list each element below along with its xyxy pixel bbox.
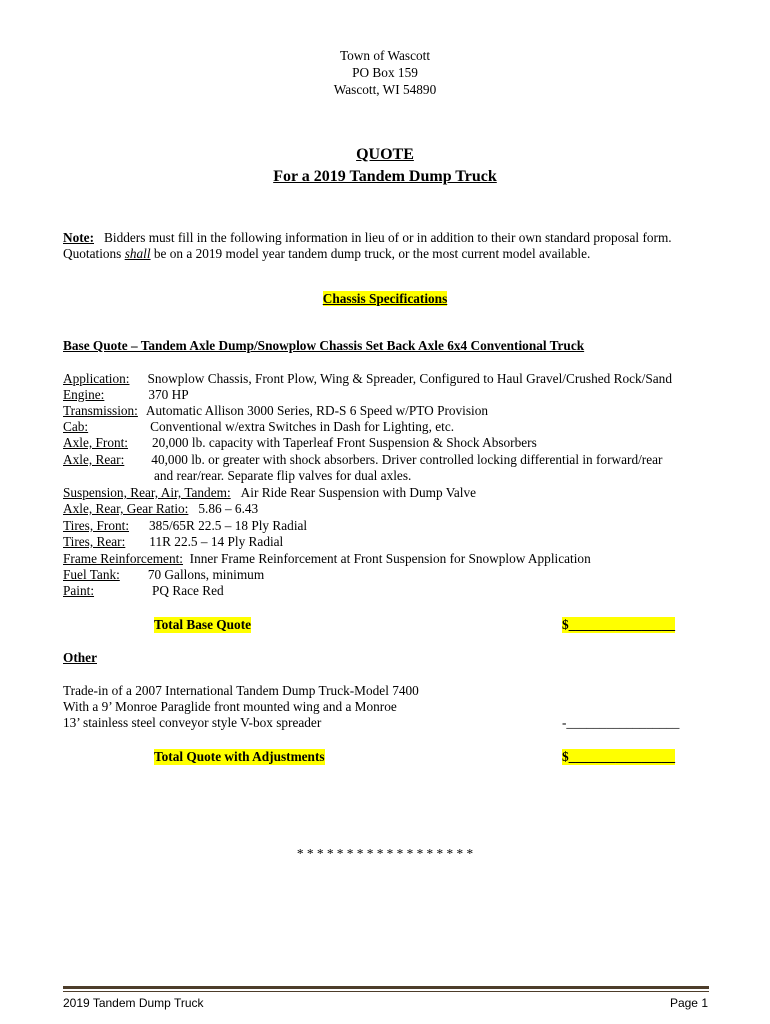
spec-value: 40,000 lb. or greater with shock absorbers. Driver controlled locking differential in forward/rear (151, 452, 663, 467)
tradein-blank[interactable]: -_________________ (562, 715, 680, 730)
spec-value: 11R 22.5 – 14 Ply Radial (149, 534, 284, 549)
spec-tires-rear (63, 534, 283, 550)
spec-value: 20,000 lb. capacity with Taperleaf Front Suspension & Shock Absorbers (152, 435, 537, 450)
spec-label: Tires, Front: (63, 518, 130, 533)
spec-label: Tires, Rear: (63, 534, 126, 549)
note-text-2b: be on a 2019 model year tandem dump truck, or the most current model available. (150, 246, 591, 261)
spec-value: 5.86 – 6.43 (198, 501, 259, 516)
spec-value: Conventional w/extra Switches in Dash for Lighting, etc. (150, 419, 455, 434)
spec-label: Engine: (63, 387, 105, 402)
tradein-line-1: Trade-in of a 2007 International Tandem Dump Truck-Model 7400 (63, 683, 419, 698)
other-heading: Other (63, 650, 97, 665)
quote-subtitle: For a 2019 Tandem Dump Truck (273, 168, 497, 185)
spec-label: Paint: (63, 583, 95, 598)
chassis-heading (0, 291, 770, 307)
spec-value: 385/65R 22.5 – 18 Ply Radial (149, 518, 308, 533)
note-text-2a: Quotations (63, 246, 125, 261)
quote-title: QUOTE (356, 146, 414, 163)
spec-label: Suspension, Rear, Air, Tandem: (63, 485, 231, 500)
footer-rule-thick (63, 986, 709, 989)
spec-paint (63, 583, 224, 599)
po-box: PO Box 159 (352, 65, 418, 80)
spec-value: and rear/rear. Separate flip valves for dual axles. (154, 468, 412, 483)
note-emphasis: shall (124, 246, 151, 261)
base-quote-heading: Base Quote – Tandem Axle Dump/Snowplow Chassis Set Back Axle 6x4 Conventional Truck (63, 338, 585, 353)
spec-cab (63, 419, 454, 435)
tradein-line-2: With a 9’ Monroe Paraglide front mounted wing and a Monroe (63, 699, 397, 714)
note-text-1: Bidders must fill in the following information in lieu of or in addition to their own standard proposal form. (104, 230, 672, 245)
spec-gear-ratio (63, 501, 258, 517)
spec-label: Fuel Tank: (63, 567, 120, 582)
spec-value: PQ Race Red (152, 583, 224, 598)
spec-engine (63, 387, 189, 403)
spec-tires-front (63, 518, 307, 534)
spec-axle-front (63, 435, 537, 451)
chassis-heading-text: Chassis Specifications (322, 291, 448, 306)
spec-transmission (63, 403, 488, 419)
footer-page-number: Page 1 (669, 996, 708, 1010)
tradein-line-3: 13’ stainless steel conveyor style V-box spreader (63, 715, 322, 730)
spec-value: Automatic Allison 3000 Series, RD-S 6 Speed w/PTO Provision (145, 403, 489, 418)
footer-rule-thin (63, 991, 709, 992)
spec-fuel-tank (63, 567, 264, 583)
spec-application (63, 371, 672, 387)
spec-label: Axle, Rear, Gear Ratio: (63, 501, 189, 516)
spec-value: Air Ride Rear Suspension with Dump Valve (240, 485, 477, 500)
spec-value: 370 HP (148, 387, 189, 402)
spec-value: Snowplow Chassis, Front Plow, Wing & Spreader, Configured to Haul Gravel/Crushed Rock/Sand (147, 371, 672, 386)
spec-frame (63, 551, 591, 567)
total-adjusted-blank[interactable]: $________________ (562, 749, 676, 764)
spec-label: Axle, Front: (63, 435, 129, 450)
spec-label: Frame Reinforcement: (63, 551, 183, 566)
spec-label: Cab: (63, 419, 89, 434)
total-base-quote-label: Total Base Quote (154, 617, 252, 632)
spec-axle-rear-cont (154, 468, 411, 484)
spec-axle-rear (63, 452, 662, 468)
town-address: Wascott, WI 54890 (333, 82, 437, 97)
spec-suspension (63, 485, 476, 501)
town-name: Town of Wascott (339, 48, 431, 63)
spec-label: Axle, Rear: (63, 452, 125, 467)
footer-doc-title: 2019 Tandem Dump Truck (63, 996, 204, 1010)
spec-value: 70 Gallons, minimum (147, 567, 265, 582)
note-line-2 (63, 246, 590, 262)
total-base-quote-blank[interactable]: $________________ (562, 617, 676, 632)
spec-label: Transmission: (63, 403, 138, 418)
total-adjusted-label: Total Quote with Adjustments (154, 749, 325, 764)
spec-value: Inner Frame Reinforcement at Front Suspension for Snowplow Application (189, 551, 591, 566)
note-line-1 (63, 230, 672, 246)
spec-label: Application: (63, 371, 130, 386)
note-label: Note: (63, 230, 95, 245)
asterisk-separator: * * * * * * * * * * * * * * * * * * (296, 846, 474, 861)
